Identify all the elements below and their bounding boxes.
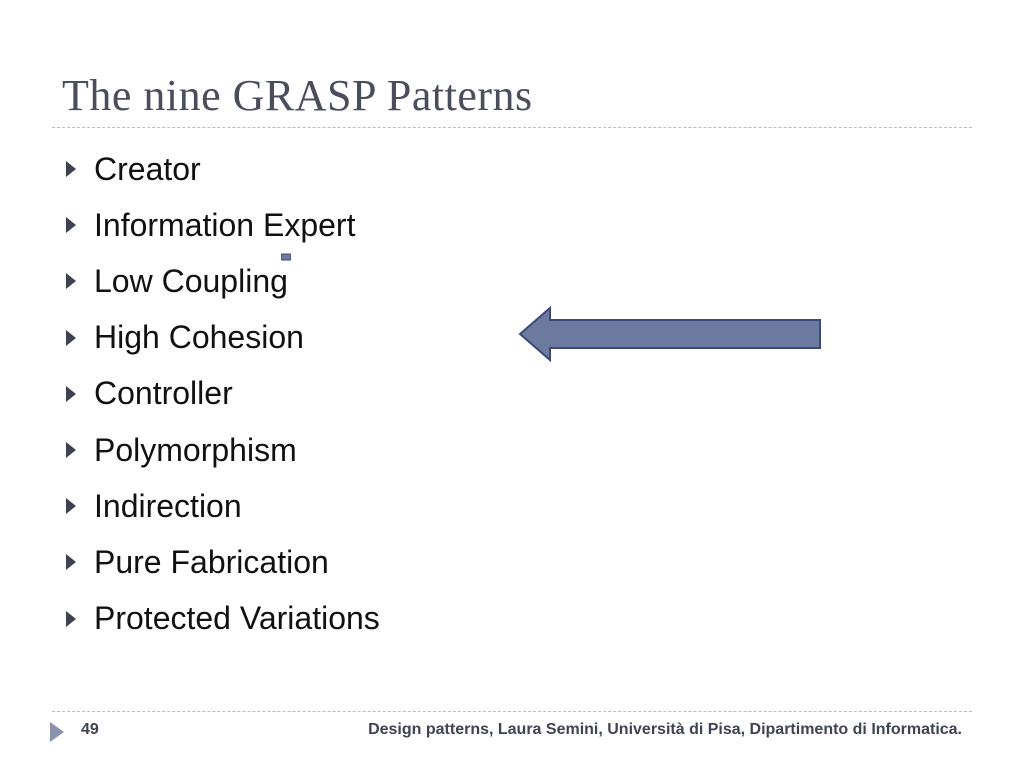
footer-triangle-icon (50, 722, 64, 742)
bullet-label: High Cohesion (94, 319, 304, 356)
bullet-triangle-icon (66, 611, 76, 627)
bullet-list (64, 141, 380, 647)
bullet-triangle-icon (66, 442, 76, 458)
bullet-label: Controller (94, 375, 233, 412)
bullet-triangle-icon (66, 330, 76, 346)
bullet-triangle-icon (66, 386, 76, 402)
bullet-item (64, 310, 380, 366)
bullet-label: Information Expert (94, 206, 356, 243)
bullet-item (64, 422, 380, 478)
bullet-label: Indirection (94, 487, 242, 524)
page-number: 49 (81, 721, 99, 738)
arrow-left-icon (516, 305, 824, 363)
bullet-item (64, 141, 380, 197)
bullet-item (64, 197, 380, 253)
bullet-label: Pure Fabrication (94, 543, 329, 580)
slide-title: The nine GRASP Patterns (62, 71, 533, 120)
small-mark-icon (281, 253, 291, 261)
bullet-triangle-icon (66, 217, 76, 233)
bullet-item (64, 253, 380, 309)
bullet-triangle-icon (66, 554, 76, 570)
bullet-triangle-icon (66, 273, 76, 289)
bullet-label: Polymorphism (94, 431, 297, 468)
bullet-triangle-icon (66, 498, 76, 514)
title-divider (52, 127, 972, 128)
bullet-item (64, 591, 380, 647)
bullet-label: Protected Variations (94, 600, 380, 637)
bullet-item (64, 534, 380, 590)
footer-text: Design patterns, Laura Semini, Università di Pisa, Dipartimento di Informatica. (368, 721, 962, 738)
footer-divider (52, 711, 972, 712)
bullet-label: Creator (94, 150, 201, 187)
bullet-label: Low Coupling (94, 262, 288, 299)
bullet-triangle-icon (66, 161, 76, 177)
bullet-item (64, 478, 380, 534)
bullet-item (64, 366, 380, 422)
